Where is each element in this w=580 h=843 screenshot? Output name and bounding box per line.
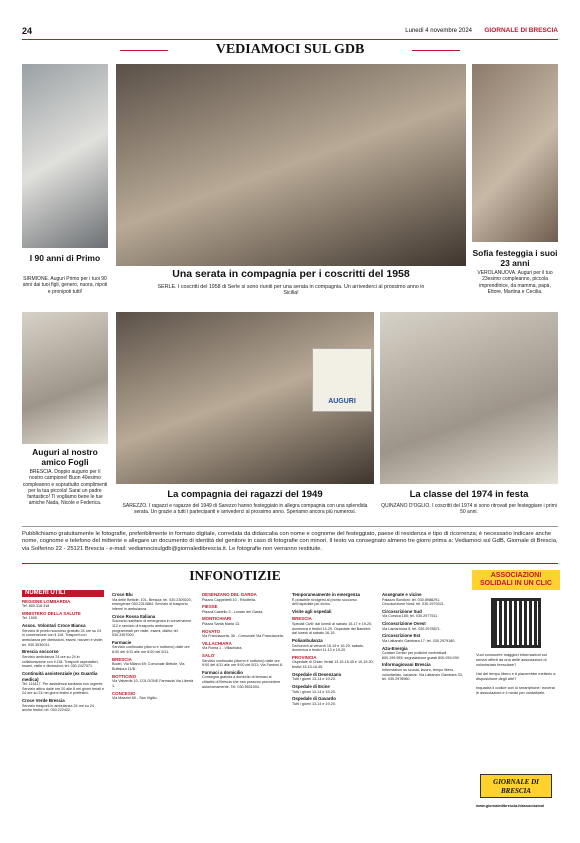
submission-note: Pubblichiamo gratuitamente le fotografie, preferibilmente in formato digitale, corredata da didascalia con nome e cognome del festeggiato, paese di residenza e tipo di ricorrenza; è necessario indicare anche nome, cognome e telefono del mittente e allegare un documento di identità del genitore in caso di fotografie con minori. Il testo va consegnato almeno tre giorni prima a: Vediamoci sul GdB, Giornale di Brescia, via Solferino 22 - 25121 Brescia - e-mail: vediamocisulgdb@giornaledibrescia.it. Le fotografie non verranno restituite. xyxy=(22,531,558,552)
info-heading: A2a-Energia xyxy=(382,645,408,651)
info-heading: Assegnate e vicine xyxy=(382,592,422,597)
info-heading: Croce Verde Brescia xyxy=(22,698,65,704)
info-text: Via delle Bettole, 101, Brescia; tel. 030.2309220, emergenze 030.2310884. Servizio di trasporto infermi in ambulanza. xyxy=(112,597,192,611)
photo-coscritti-1958 xyxy=(116,64,466,266)
info-heading: Ospedale di Gavardo xyxy=(292,696,336,702)
info-text: Servizio continuato (diurno e notturno) dalle ore 8:00 del 4/11 alle ore 8:00 del 5/11. xyxy=(112,645,190,655)
caption-title-primo: I 90 anni di Primo xyxy=(29,253,101,263)
info-text: Via Lattanzio Gambara 17; tel. 030.2979180. xyxy=(382,638,456,643)
info-heading: SALO' xyxy=(202,653,216,659)
info-heading: CONCESIO xyxy=(112,690,136,696)
associazioni-text-3: Inquadra il codice con lo smartphone: troverai le associazioni e il modo per contattarle. xyxy=(476,685,555,695)
header-rule xyxy=(22,39,558,40)
caption-body-classe-1974: QUINZANO D'OGLIO. I coscritti del 1974 si sono ritrovati per festeggiare i primi 50 anni. xyxy=(381,503,557,516)
info-heading: Assoc. Volontari Croce Bianca xyxy=(22,623,86,629)
info-heading: PROVINCIA xyxy=(292,654,317,660)
info-text: Tutti i giorni 13-14 e 19-20. xyxy=(292,677,336,682)
associazioni-title: ASSOCIAZIONI SOLIDALI IN UN CLIC xyxy=(472,570,560,590)
info-text: Spedali Civili: dal lunedì al sabato 15-17 e 19-20, domenica e festivi 14-20. Ospedale dei Bambini: dal lunedì al sabato 16-19. xyxy=(292,621,373,636)
photo-sofia xyxy=(472,64,558,242)
info-text: Servizio continuato (diurno e notturno) dalle ore 9:00 del 4/11 alle ore 9:00 del 5/11: Via Fantoni 8. xyxy=(202,658,283,668)
info-text: Tutti i giorni 13-14 e 19-20. xyxy=(292,689,336,694)
associazioni-box xyxy=(472,570,560,812)
associazioni-text-2: Hai del tempo libero e ti piacerebbe metterlo a disposizione degli altri? xyxy=(476,671,556,681)
info-heading: ROVATO xyxy=(202,628,221,634)
info-heading: Brescia soccorso xyxy=(22,649,59,655)
info-text: Servizio ambulanza 24 ore su 24 in collaborazione con il 118. Trasporti ospedalieri, esami, visite e dimissioni; tel. 030.2427071. xyxy=(22,654,99,669)
info-heading: Visite agli ospedali xyxy=(292,608,332,614)
caption-title-fogli: Auguri al nostro amico Fogli xyxy=(32,447,98,467)
info-heading: Croce Rossa Italiana xyxy=(112,613,156,619)
caption-title-classe-1974: La classe del 1974 in festa xyxy=(409,489,529,500)
auguri-text: AUGURI xyxy=(328,398,356,405)
caption-body-ragazzi-1949: SAREZZO. I ragazzi e ragazze del 1949 di Sarezzo hanno festeggiato in allegra compagnia con una splendida serata. Un grazie a tutti i partecipanti e arrivederci al prossimo anno. Speriamo ancora più numerosi. xyxy=(122,503,368,516)
info-heading: REGIONE LOMBARDIA xyxy=(22,598,71,604)
info-text: Piazza Cappelletti 10 - Rivoltella. xyxy=(202,597,256,602)
info-heading: MINISTERO DELLA SALUTE xyxy=(22,610,81,616)
divider-top-footnote xyxy=(22,526,558,527)
info-heading: DESENZANO DEL GARDA xyxy=(202,592,257,597)
photo-classe-1974 xyxy=(380,312,558,484)
divider-infonotizie xyxy=(22,563,558,564)
info-text: Via Franciacorta, 36 - Comunale Via Franciacorta. xyxy=(202,634,284,639)
info-text: Piazza Santa Maria 13. xyxy=(202,621,241,626)
associazioni-link[interactable]: www.giornaledibrescia.it/associazioni xyxy=(476,804,545,808)
info-text: Tutti i giorni 13-14 e 19-20. xyxy=(292,701,336,706)
info-heading: Ospedale di Desenzano xyxy=(292,671,342,677)
info-text: Via Lamarmora 5; tel. 030.2978871. xyxy=(382,626,441,631)
info-heading: MONTICHIARI xyxy=(202,616,232,622)
info-column-1 xyxy=(22,590,104,818)
info-text: Via Corsica 165; tel. 030.2977511. xyxy=(382,614,439,619)
info-heading: Continuità assistenziale (ex Guardia medica) xyxy=(22,671,98,682)
infonotizie-title: INFONOTIZIE xyxy=(189,568,281,583)
auguri-sign xyxy=(312,348,372,412)
caption-body-coscritti-1958: SERLE. I coscritti del 1958 di Serle si sono riuniti per una serata in compagnia. Un arrivederci al prossimo anno in Sicilia! xyxy=(157,284,425,297)
info-heading: Temporaneamente in emergenza xyxy=(292,592,360,597)
caption-title-coscritti-1958: Una serata in compagnia per i coscritti del 1958 xyxy=(172,268,410,280)
caption-title-sofia: Sofia festeggia i suoi 23 anni xyxy=(472,248,558,268)
info-heading: Farmacie xyxy=(112,639,132,645)
giornale-di-brescia-logo: GIORNALE DI BRESCIA xyxy=(480,774,552,798)
info-heading: BRESCIA xyxy=(292,616,312,622)
info-heading: Croce Blu xyxy=(112,592,133,597)
info-text: Via Roma 1 - Villachiara. xyxy=(202,646,243,651)
info-text: Soccorso sanitario di emergenza in convenzione 112 e servizio di trasporto ambulanze programmati per visite, esami, dialisi; tel. 030.3397000. xyxy=(112,619,192,638)
info-text: Bodei, Via Milano 69; Comunale Bettole, Via Buffalora 11/B. xyxy=(112,662,185,672)
info-heading: Farmaci a domicilio xyxy=(202,669,243,675)
info-text: Via Valverde 10. COLOGNE Farmacia Via Libertà 1. xyxy=(112,679,194,688)
photo-ragazzi-1949 xyxy=(116,312,374,484)
info-text: Servizio trasporti in ambulanza 24 ore su 24 anche festivi; tel. 030.222432. xyxy=(22,703,94,713)
info-heading: Informagiovani Brescia xyxy=(382,662,431,668)
info-text: Tel. 1500 xyxy=(22,616,37,621)
info-text: Via Mazzini 60 - San Vigilio. xyxy=(112,696,158,701)
page-number: 24 xyxy=(22,26,33,36)
info-text: Palazzo Bondoni: tel. 030.8988291. Circoscrizione Nord: tel. 030.2979321. xyxy=(382,597,445,607)
caption-body-primo: SIRMIONE. Auguri Primo per i tuoi 90 anni dai tuoi figli, genero, nuora, nipoti e pronipoti tutti! xyxy=(22,276,108,295)
info-text: Dal lunedì al venerdì 15-19 e 19-20; sabato, domenica e festivi 11-13 e 15-20. xyxy=(292,643,364,653)
info-text: Tel. 800.318.318 xyxy=(22,604,50,609)
info-heading: Circoscrizione Est xyxy=(382,633,421,639)
caption-body-sofia: VEROLANUOVA. Auguri per il tuo 23esimo compleanno, piccola imprenditrice, da mamma, papà, Ettore, Martina e Cecilia. xyxy=(477,270,553,295)
numeri-utili-heading: NUMERI UTILI xyxy=(22,590,104,597)
page-header xyxy=(22,26,558,38)
info-text: Informazioni su scuola, lavoro, tempo libero, volontariato, vacanze. Via Lattanzio Gambara 33; tel. 030.2978960. xyxy=(382,667,463,682)
info-text: Tel. 116117. Per assistenza sanitaria non urgente. Servizio attivo dalle ore 20 alle 8 nei giorni feriali e 24 ore su 24 nei giorni festivi e prefestivi. xyxy=(22,682,104,696)
photo-primo xyxy=(22,64,108,248)
publication-name: GIORNALE DI BRESCIA xyxy=(484,27,558,34)
info-text: È possibile rivolgersi al pronto soccorso dell'ospedale più vicino. xyxy=(292,597,357,607)
issue-date: Lunedì 4 novembre 2024 xyxy=(405,28,472,34)
info-heading: Circoscrizione Ovest xyxy=(382,621,426,627)
info-column-5 xyxy=(382,590,464,818)
info-heading: Poliambulanza xyxy=(292,638,323,644)
associazioni-text-1: Vuoi conoscere maggiori informazioni sui servizi offerti da una delle associazioni di volontariato bresciane? xyxy=(476,652,547,667)
info-text: Piazza Castello 3 - Lonato del Garda. xyxy=(202,609,264,614)
info-heading: VILLACHIARA xyxy=(202,640,232,646)
info-text: Ospedale di Chiari: feriali 13.15-15.45 e 19-19.30; festivi 15.15-16.45. xyxy=(292,660,374,670)
info-text: Consegna gratuita a domicilio di farmaci ai cittadini di Brescia che non possono provvedere autonomamente. Tel. 030.5531004. xyxy=(202,675,281,689)
caption-body-fogli: BRESCIA. Doppio augurio per il nostro campione! Buon 40esimo compleanno e soprattutto complimenti per la tua piccola! Sarai un padre fantastico! Ti vogliamo bene le tue amiche Nada, Nicole e Federica. xyxy=(22,469,108,507)
info-heading: BRESCIA xyxy=(112,656,132,662)
caption-title-ragazzi-1949: La compagnia dei ragazzi del 1949 xyxy=(167,489,323,500)
info-heading: BOTTICINO xyxy=(112,673,137,679)
qr-code-icon[interactable] xyxy=(491,598,541,648)
info-column-4 xyxy=(292,590,374,818)
info-heading: FIESSE xyxy=(202,604,218,610)
photo-fogli xyxy=(22,312,108,444)
info-text: Servizio di pronto soccorso gratuito 24 ore su 24 in convenzione con il 118. Trasporti con ambulanza per dimissioni, esami, ricoveri e visite; tel. 030.3530011. xyxy=(22,628,103,647)
info-heading: Ospedale di Esine xyxy=(292,684,330,690)
section-title: VEDIAMOCI SUL GDB xyxy=(100,42,480,58)
info-heading: Circoscrizione Sud xyxy=(382,608,422,614)
info-column-3 xyxy=(202,590,284,818)
info-text: Contact Center per pratiche contrattuali 800.199.955; segnalazione guasti 800.939.939. xyxy=(382,651,460,660)
info-column-2 xyxy=(112,590,194,818)
